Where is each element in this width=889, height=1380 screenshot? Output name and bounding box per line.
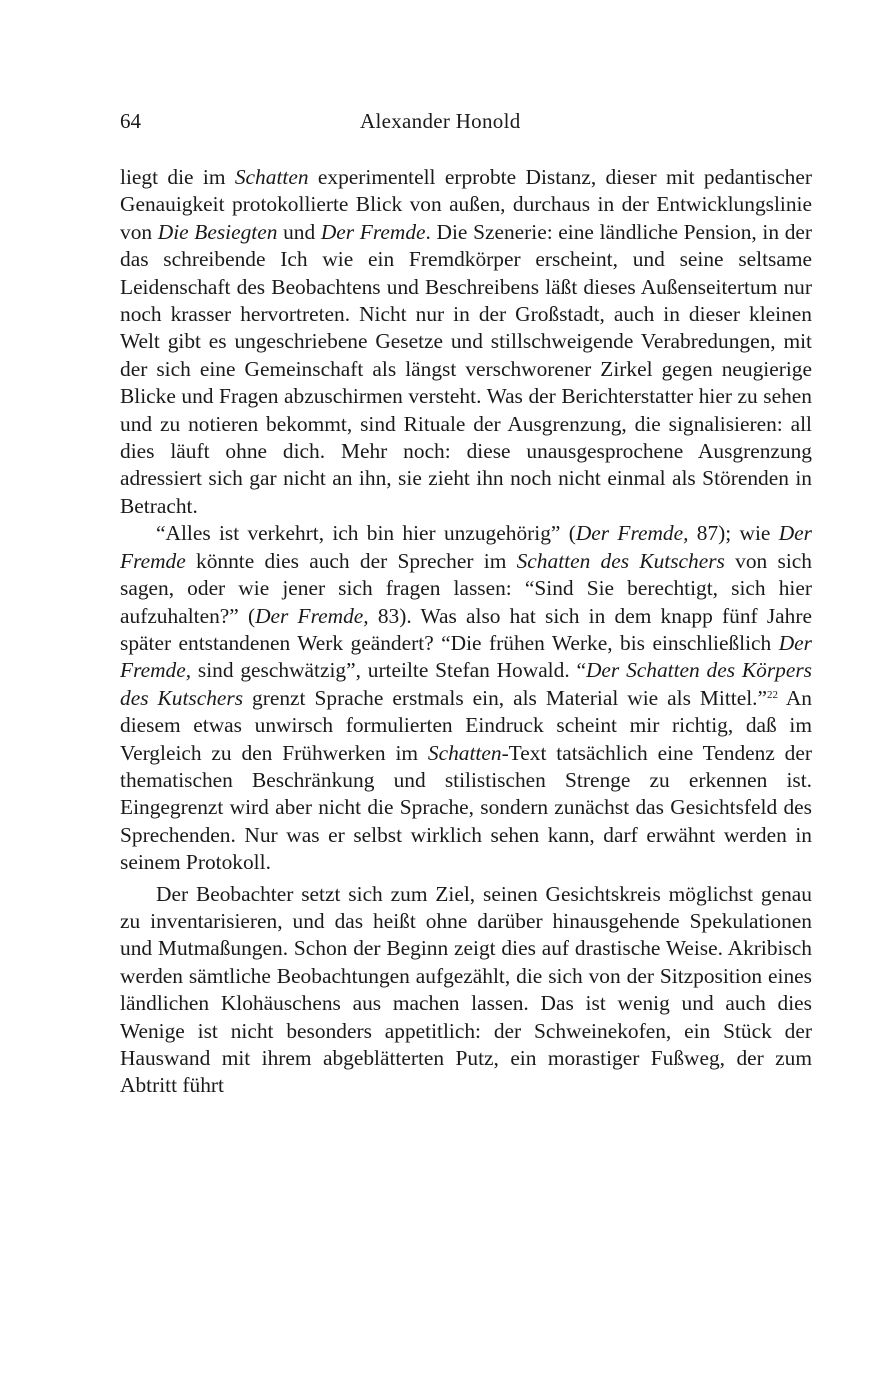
text-run: 83). Was also hat sich in dem knapp fünf Jahre später entstandenen Werk geändert? “Die frühen Werke, bis einschließlich xyxy=(120,603,812,655)
text-run: grenzt Sprache erstmals ein, als Material wie als Mittel.” xyxy=(243,685,768,710)
text-run: An diesem etwas unwirsch formulierten Eindruck scheint mir richtig, daß im Vergleich zu den Frühwerken im xyxy=(120,685,812,765)
text-run: . Die Szenerie: eine ländliche Pension, in der das schreibende Ich wie ein Fremdkörper erscheint, und seine seltsame Leidenschaft des Beobachtens und Beschreibens läßt dieses Außenseitertum nur noch krasser hervortreten. Nicht nur in der Großstadt, auch in dieser kleinen Welt gibt es ungeschriebene Gesetze und stillschweigende Verabredungen, mit der sich eine Gemeinschaft als längst verschworener Zirkel gegen neugierige Blicke und Fragen abzuschirmen versteht. Was der Berichterstatter hier zu sehen und zu notieren bekommt, sind Rituale der Ausgrenzung, die signalisieren: all dies läuft ohne dich. Mehr noch: diese unausgesprochene Ausgrenzung adressiert sich gar nicht an ihn, sie zieht ihn noch nicht einmal als Störenden in Betracht. xyxy=(120,219,813,518)
italic-title: Der Fremde, xyxy=(575,521,689,546)
paragraph xyxy=(120,520,812,876)
text-run: 87); wie xyxy=(688,521,779,546)
footnote-ref: 22 xyxy=(767,688,779,701)
italic-title: Der Fremde, xyxy=(120,630,812,683)
text-run: sind geschwätzig”, urteilte Stefan Howald. “ xyxy=(191,658,586,683)
running-head: Alexander Honold xyxy=(360,109,521,133)
text-run: und xyxy=(277,219,321,244)
text-run: liegt die im xyxy=(120,165,235,189)
paragraph xyxy=(120,164,812,520)
page-number: 64 xyxy=(120,109,141,133)
text-run: experimentell erprobte Distanz, dieser mit pedantischer Genauigkeit protokollierte Blick von außen, durchaus in der Entwicklungslinie von xyxy=(120,165,812,244)
page-header xyxy=(120,106,812,136)
text-run: Der Beobachter setzt sich zum Ziel, seinen Gesichtskreis möglichst genau zu inventarisieren, und das heißt ohne darüber hinausgehende Spekulationen und Mutmaßungen. Schon der Beginn zeigt dies auf drastische Weise. Akribisch werden sämtliche Beobachtungen aufgezählt, die sich von der Sitzposition eines ländlichen Klohäuschens aus machen lassen. Das ist wenig und auch dies Wenige ist nicht besonders appetitlich: der Schweinekofen, ein Stück der Hauswand mit ihrem abgeblätterten Putz, ein morastiger Fußweg, der zum Abtritt führt xyxy=(120,881,812,1098)
text-run: “Alles ist verkehrt, ich bin hier unzugehörig” ( xyxy=(156,521,576,546)
italic-title: Der Fremde xyxy=(120,521,812,573)
paragraph xyxy=(120,881,812,1100)
italic-title: Schatten xyxy=(234,165,309,189)
italic-title: Schatten xyxy=(427,740,502,765)
text-run: könnte dies auch der Sprecher im xyxy=(185,548,517,573)
italic-title: Schatten des Kutschers xyxy=(516,548,725,573)
text-run: von sich sagen, oder wie jener sich fragen lassen: “Sind Sie berechtigt, sich hier aufzuhalten?” ( xyxy=(120,548,812,628)
italic-title: Die Besiegten xyxy=(157,219,278,244)
body-text xyxy=(120,164,812,1100)
text-run: -Text tatsächlich eine Tendenz der thematischen Beschränkung und stilistischen Strenge zu erkennen ist. Eingegrenzt wird aber nicht die Sprache, sondern zunächst das Gesichtsfeld des Sprechenden. Nur was er selbst wirklich sehen kann, darf erwähnt werden in seinem Protokoll. xyxy=(120,740,812,875)
italic-title: Der Fremde xyxy=(320,219,426,244)
italic-title: Der Schatten des Körpers des Kutschers xyxy=(120,658,812,710)
italic-title: Der Fremde, xyxy=(255,603,369,628)
